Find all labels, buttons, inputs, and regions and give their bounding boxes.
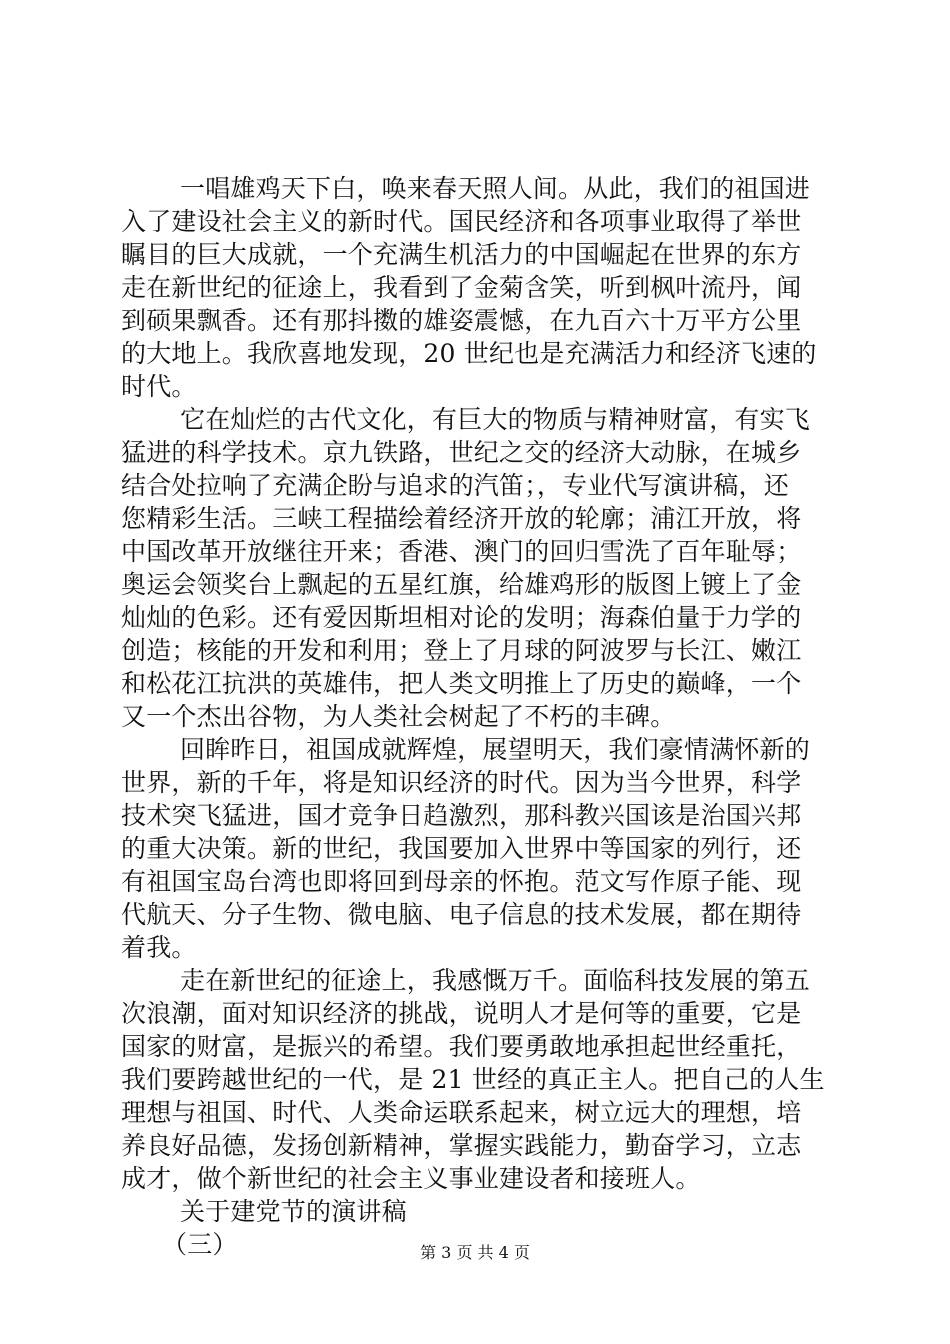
paragraph-4-line-7: 成才，做个新世纪的社会主义事业建设者和接班人。 bbox=[121, 1164, 701, 1193]
paragraph-2-line-9: 和松花江抗洪的英雄伟，把人类文明推上了历史的巅峰，一个 bbox=[121, 669, 802, 698]
paragraph-2-line-7: 灿灿的色彩。还有爱因斯坦相对论的发明；海森伯量于力学的 bbox=[121, 603, 802, 632]
paragraph-1-line-7: 时代。 bbox=[121, 372, 197, 401]
paragraph-4-line-5: 理想与祖国、时代、人类命运联系起来，树立远大的理想，培 bbox=[121, 1098, 802, 1127]
paragraph-2-line-4: 您精彩生活。三峡工程描绘着经济开放的轮廓；浦江开放，将 bbox=[121, 504, 802, 533]
paragraph-2-line-6: 奥运会领奖台上飘起的五星红旗，给雄鸡形的版图上镀上了金 bbox=[121, 570, 802, 599]
paragraph-2-line-10: 又一个杰出谷物，为人类社会树起了不朽的丰碑。 bbox=[121, 702, 676, 731]
paragraph-3-line-6: 代航天、分子生物、微电脑、电子信息的技术发展，都在期待 bbox=[121, 900, 802, 929]
paragraph-1-line-1: 一唱雄鸡天下白，唤来春天照人间。从此，我们的祖国进 bbox=[180, 174, 811, 203]
paragraph-4-line-4: 我们要跨越世纪的一代，是 21 世经的真正主人。把自己的人生 bbox=[121, 1065, 825, 1094]
paragraph-1-line-5: 到硕果飘香。还有那抖擞的雄姿震憾，在九百六十万平方公里 bbox=[121, 306, 802, 335]
paragraph-3-line-3: 技术突飞猛进，国才竞争日趋激烈，那科教兴国该是治国兴邦 bbox=[121, 801, 802, 830]
paragraph-3-line-7: 着我。 bbox=[121, 933, 197, 962]
paragraph-2-line-2: 猛进的科学技术。京九铁路，世纪之交的经济大动脉，在城乡 bbox=[121, 438, 802, 467]
paragraph-2-line-8: 创造；核能的开发和利用；登上了月球的阿波罗与长江、嫩江 bbox=[121, 636, 802, 665]
paragraph-2-line-5: 中国改革开放继往开来；香港、澳门的回归雪洗了百年耻辱； bbox=[121, 537, 802, 566]
paragraph-3-line-2: 世界，新的千年，将是知识经济的时代。因为当今世界，科学 bbox=[121, 768, 802, 797]
paragraph-1-line-3: 瞩目的巨大成就，一个充满生机活力的中国崛起在世界的东方 bbox=[121, 240, 802, 269]
section-number: （三） bbox=[162, 1230, 238, 1259]
page-footer: 第 3 页 共 4 页 bbox=[420, 1243, 530, 1262]
paragraph-1-line-4: 走在新世纪的征途上，我看到了金菊含笑，听到枫叶流丹，闻 bbox=[121, 273, 802, 302]
paragraph-3-line-5: 有祖国宝岛台湾也即将回到母亲的怀抱。范文写作原子能、现 bbox=[121, 867, 802, 896]
paragraph-1-line-6: 的大地上。我欣喜地发现，20 世纪也是充满活力和经济飞速的 bbox=[121, 339, 817, 368]
paragraph-4-line-1: 走在新世纪的征途上，我感慨万千。面临科技发展的第五 bbox=[180, 966, 811, 995]
paragraph-1-line-2: 入了建设社会主义的新时代。国民经济和各项事业取得了举世 bbox=[121, 207, 802, 236]
paragraph-2-line-3: 结合处拉响了充满企盼与追求的汽笛；，专业代写演讲稿，还 bbox=[121, 471, 789, 500]
paragraph-4-line-6: 养良好品德，发扬创新精神，掌握实践能力，勤奋学习，立志 bbox=[121, 1131, 802, 1160]
paragraph-2-line-1: 它在灿烂的古代文化，有巨大的物质与精神财富，有实飞 bbox=[180, 405, 811, 434]
paragraph-3-line-4: 的重大决策。新的世纪，我国要加入世界中等国家的列行，还 bbox=[121, 834, 802, 863]
section-heading: 关于建党节的演讲稿 bbox=[180, 1197, 407, 1226]
paragraph-4-line-3: 国家的财富，是振兴的希望。我们要勇敢地承担起世经重托， bbox=[121, 1032, 802, 1061]
paragraph-4-line-2: 次浪潮，面对知识经济的挑战，说明人才是何等的重要，它是 bbox=[121, 999, 802, 1028]
paragraph-3-line-1: 回眸昨日，祖国成就辉煌，展望明天，我们豪情满怀新的 bbox=[180, 735, 811, 764]
